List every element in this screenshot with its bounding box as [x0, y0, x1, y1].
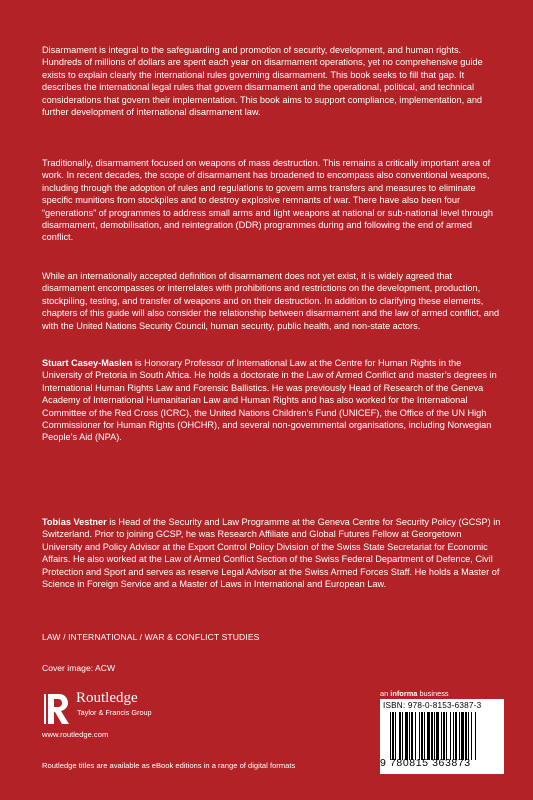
barcode-icon — [390, 712, 498, 760]
blurb-text-3: While an internationally accepted definition of disarmament does not yet exist, it is widely agreed that disarmament encompasses or interrelates with prohibitions and restrictions on the development, production, stockpiling, testing, and transfer of weapons and on their destruction. In addition to clarifying these elements, chapters of this guide will also consider the relationship between disarmament and the law of armed conflict, and with the United Nations Security Council, human security, public health, and non-state actors. — [42, 271, 500, 331]
author-name: Stuart Casey-Maslen — [42, 358, 133, 368]
routledge-r-logo-icon — [42, 690, 72, 728]
blurb-paragraph-1 — [42, 44, 502, 118]
blurb-paragraph-3 — [42, 270, 502, 332]
author-bio-1 — [42, 357, 502, 444]
author-name: Tobias Vestner — [42, 517, 107, 527]
cover-image-credit: Cover image: ACW — [42, 663, 116, 673]
isbn-number: ISBN: 978-0-8153-6387-3 — [383, 701, 482, 710]
author-bio-text: is Head of the Security and Law Programme at the Geneva Centre for Security Policy (GCSP) in Switzerland. Prior to joining GCSP, he was Research Affiliate and Global Futures Fellow at Georgetown University and Policy Advisor at the Export Control Policy Division of the Swiss State Secretariat for Economic Affairs. He also worked at the Law of Armed Conflict Section of the Swiss Federal Department of Defence, Civil Protection and Sport and serves as reserve Legal Advisor at the Swiss Armed Forces Staff. He holds a Master of Science in Foreign Service and a Master of Laws in International and European Law. — [42, 517, 501, 590]
blurb-text-1: Disarmament is integral to the safeguarding and promotion of security, development, and human rights. Hundreds of millions of dollars are spent each year on disarmament operations, yet no comprehensive guide exists to explain clearly the international rules governing disarmament. This book seeks to fill that gap. It describes the international legal rules that govern disarmament and the operational, political, and technical considerations that govern their implementation. This book aims to support compliance, implementation, and further development of international disarmament law. — [42, 45, 483, 118]
barcode-digits: 9 780815 363873 — [380, 757, 471, 769]
publisher-group: Taylor & Francis Group — [77, 708, 152, 717]
barcode-panel — [380, 699, 504, 774]
blurb-paragraph-2 — [42, 157, 502, 244]
publisher-name: Routledge — [76, 690, 138, 706]
author-bio-text: is Honorary Professor of International Law at the Centre for Human Rights in the University of Pretoria in South Africa. He holds a doctorate in the Law of Armed Conflict and master’s degrees in International Human Rights Law and Forensic Ballistics. He was previously Head of Research of the Geneva Academy of International Humanitarian Law and Human Rights and has also worked for the International Committee of the Red Cross (ICRC), the United Nations Children’s Fund (UNICEF), the Office of the UN High Commissioner for Human Rights (OHCHR), and several non-governmental organisations, including Norwegian People’s Aid (NPA). — [42, 358, 497, 443]
informa-business-tag: an informa business — [380, 689, 449, 698]
blurb-text-2: Traditionally, disarmament focused on weapons of mass destruction. This remains a critically important area of work. In recent decades, the scope of disarmament has broadened to encompass also conventional weapons, including through the adoption of rules and regulations to govern arms transfers and measures to eliminate specific munitions from stockpiles and to destroy explosive remnants of war. There have also been four “generations” of programmes to address small arms and light weapons at national or sub-national level through disarmament, demobilisation, and reintegration (DDR) programmes during and following the end of armed conflict. — [42, 158, 493, 243]
publisher-url[interactable]: www.routledge.com — [42, 730, 109, 739]
ebook-availability-note: Routledge titles are available as eBook editions in a range of digital formats — [42, 761, 296, 770]
publisher-block — [42, 688, 242, 740]
subject-categories: LAW / INTERNATIONAL / WAR & CONFLICT STUDIES — [42, 632, 260, 642]
author-bio-2 — [42, 516, 502, 590]
